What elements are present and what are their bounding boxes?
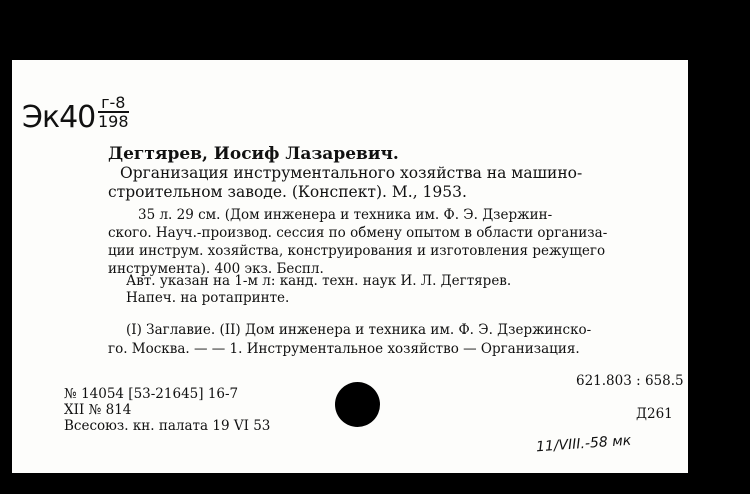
series-number: XII № 814 (64, 402, 132, 418)
handwritten-note: 11/VIII.-58 мк (535, 432, 632, 456)
shelf-fraction (98, 94, 129, 130)
tracings-line: (I) Заглавие. (II) Дом инженера и техника им. Ф. Э. Дзержинско- (126, 322, 592, 338)
record-number: № 14054 [53-21645] 16-7 (64, 386, 239, 402)
note-line: Авт. указан на 1-м л: канд. техн. наук И. Л. Дегтярев. (126, 273, 512, 289)
shelf-mark: Эк40 (22, 100, 96, 135)
tracings-line: го. Москва. — — 1. Инструментальное хозяйство — Организация. (108, 341, 580, 357)
collation-line: ского. Науч.-производ. сессия по обмену опытом в области организа- (108, 225, 608, 241)
author-heading: Дегтярев, Иосиф Лазаревич. (108, 144, 399, 164)
udc-index: 621.803 : 658.5 (576, 373, 684, 389)
collation-line: 35 л. 29 см. (Дом инженера и техника им. Ф. Э. Дзержин- (138, 207, 553, 223)
shelf-fraction-top: г-8 (98, 94, 129, 113)
collation-line: ции инструм. хозяйства, конструирования и изготовления режущего (108, 243, 606, 259)
shelf-fraction-bottom: 198 (98, 112, 129, 131)
punch-hole (335, 382, 380, 427)
catalog-card (12, 60, 688, 473)
title-line: Организация инструментального хозяйства на машино- (120, 164, 583, 182)
book-chamber: Всесоюз. кн. палата 19 VI 53 (64, 418, 271, 434)
note-line: Напеч. на ротапринте. (126, 290, 290, 306)
collation-line: инструмента). 400 экз. Беспл. (108, 261, 324, 277)
title-line: строительном заводе. (Конспект). М., 1953. (108, 183, 467, 201)
card-code: Д261 (636, 406, 673, 422)
